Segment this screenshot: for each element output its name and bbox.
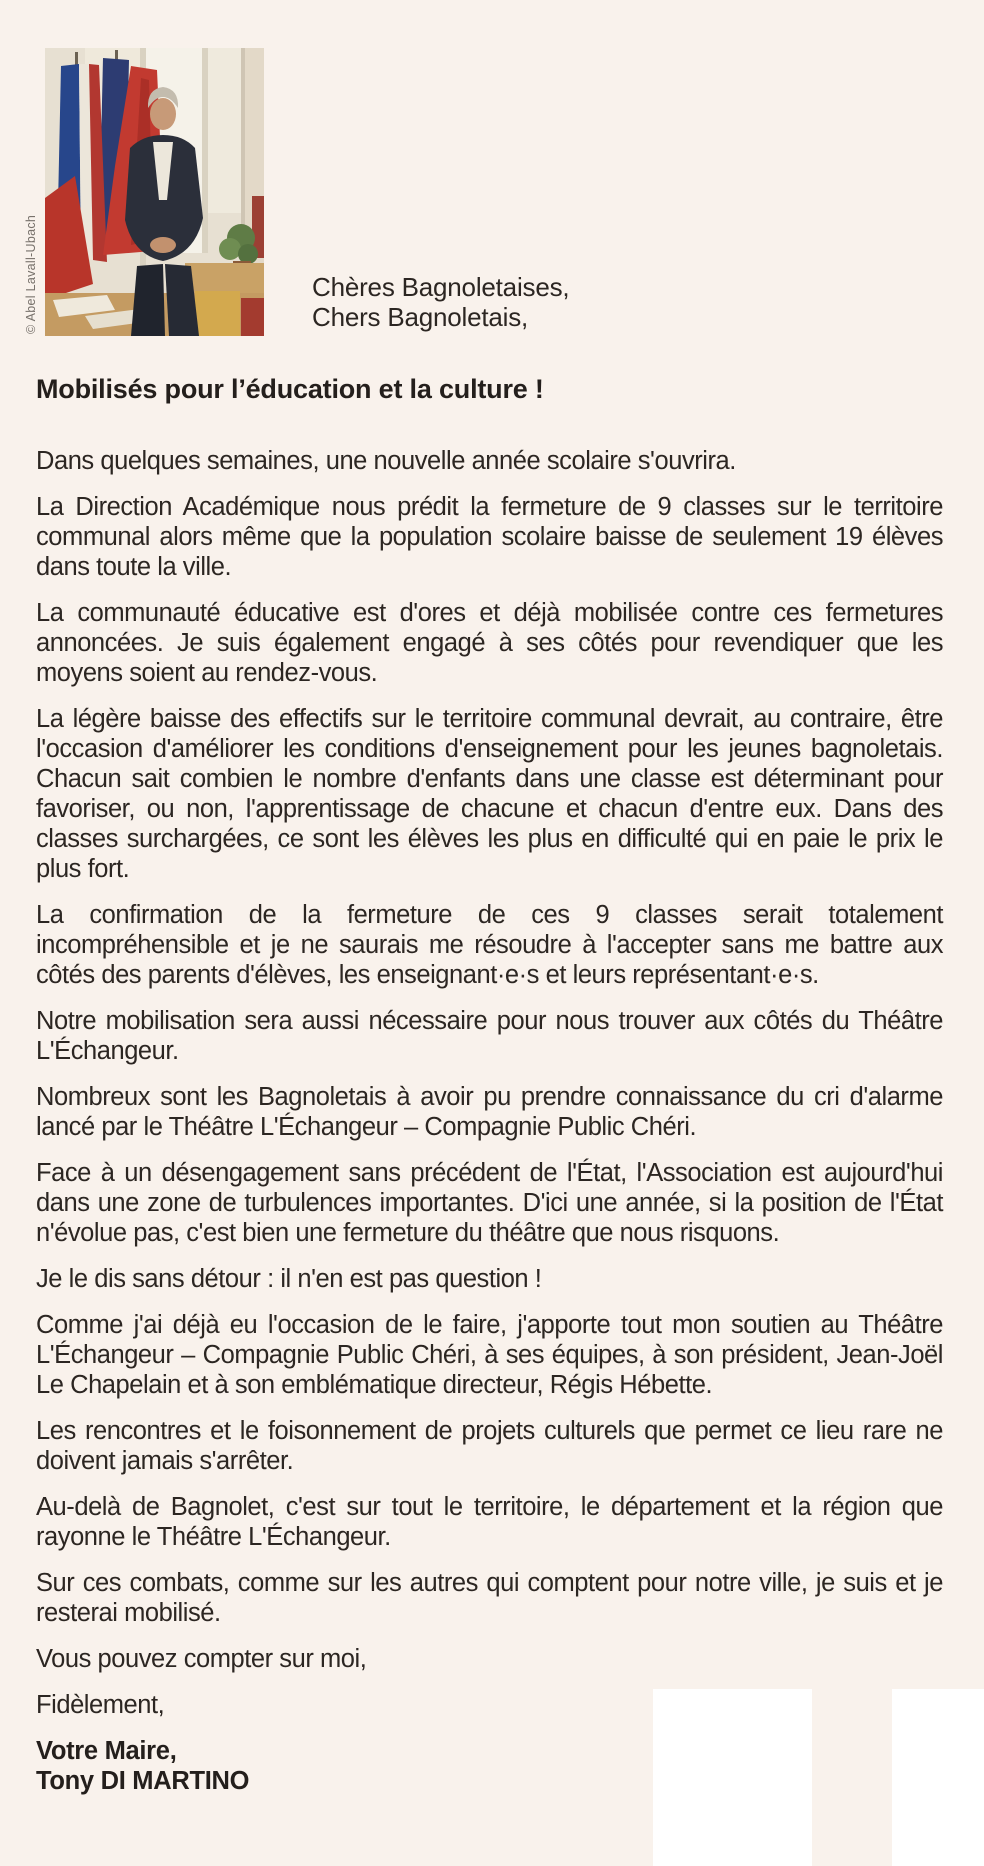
letter-paragraph: Dans quelques semaines, une nouvelle année scolaire s'ouvrira. (36, 447, 736, 475)
letter-heading: Mobilisés pour l’éducation et la culture ! (36, 374, 544, 404)
letter-paragraph: Au-delà de Bagnolet, c'est sur tout le territoire, le département et la région que rayonne le Théâtre L'Échangeur. (36, 1493, 943, 1551)
letter-paragraph: La confirmation de la fermeture de ces 9 classes serait totalement incompréhensible et je ne saurais me résoudre à l'accepter sans me battre aux côtés des parents d'élèves, les enseignant·e·s et leurs représentant·e·s. (36, 901, 943, 989)
letter-paragraph: Je le dis sans détour : il n'en est pas question ! (36, 1265, 542, 1293)
letter-paragraph: La légère baisse des effectifs sur le territoire communal devrait, au contraire, être l'occasion d'améliorer les conditions d'enseignement pour les jeunes bagnoletais. Chacun sait combien le nombre d'enfants dans une classe est déterminant pour favoriser, ou non, l'apprentissage de chacune et chacun d'entre eux. Dans des classes surchargées, ce sont les élèves les plus en difficulté qui en paie le prix le plus fort. (36, 705, 943, 883)
letter-paragraph: La Direction Académique nous prédit la fermeture de 9 classes sur le territoire communal alors même que la population scolaire baisse de seulement 19 élèves dans toute la ville. (36, 493, 943, 581)
salutation-line: Chers Bagnoletais, (312, 302, 529, 332)
signature-line: Tony DI MARTINO (36, 1767, 250, 1795)
photo-credit: © Abel Lavall-Ubach (24, 214, 38, 334)
salutation-line: Chères Bagnoletaises, (312, 272, 570, 302)
salutation (312, 272, 569, 332)
mayor-photo-illustration (45, 48, 264, 336)
mayor-photo (45, 48, 264, 336)
letter-paragraph: Sur ces combats, comme sur les autres qui comptent pour notre ville, je suis et je resterai mobilisé. (36, 1569, 943, 1627)
letter-paragraph: Nombreux sont les Bagnoletais à avoir pu prendre connaissance du cri d'alarme lancé par le Théâtre L'Échangeur – Compagnie Public Chéri. (36, 1083, 943, 1141)
letter-paragraph: Les rencontres et le foisonnement de projets culturels que permet ce lieu rare ne doivent jamais s'arrêter. (36, 1417, 943, 1475)
letter-paragraph: Vous pouvez compter sur moi, (36, 1645, 367, 1673)
signature-line: Votre Maire, (36, 1737, 177, 1765)
letter-paragraph: Comme j'ai déjà eu l'occasion de le faire, j'apporte tout mon soutien au Théâtre L'Échangeur – Compagnie Public Chéri, à ses équipes, à son président, Jean-Joël Le Chapelain et à son emblématique directeur, Régis Hébette. (36, 1311, 943, 1399)
letter-paragraph: Notre mobilisation sera aussi nécessaire pour nous trouver aux côtés du Théâtre L'Échangeur. (36, 1007, 943, 1065)
letter-paragraph: La communauté éducative est d'ores et déjà mobilisée contre ces fermetures annoncées. Je suis également engagé à ses côtés pour revendiquer que les moyens soient au rendez-vous. (36, 599, 943, 687)
white-panel-left (653, 1689, 812, 1866)
letter-body (36, 372, 943, 1796)
letter-paragraph: Face à un désengagement sans précédent de l'État, l'Association est aujourd'hui dans une zone de turbulences importantes. D'ici une année, si la position de l'État n'évolue pas, c'est bien une fermeture du théâtre que nous risquons. (36, 1159, 943, 1247)
letter-paragraph: Fidèlement, (36, 1691, 165, 1719)
white-panel-right (892, 1689, 984, 1866)
